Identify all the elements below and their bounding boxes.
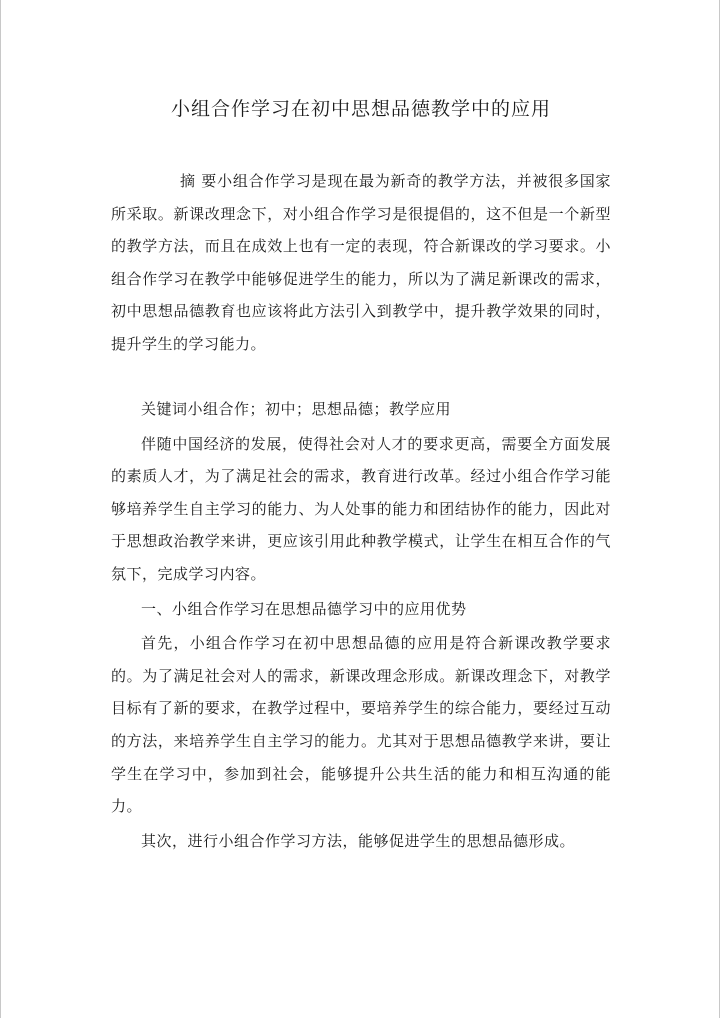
main-body bbox=[111, 393, 611, 857]
abstract-paragraph: 摘 要小组合作学习是现在最为新奇的教学方法，并被很多国家所采取。新课改理念下，对小组合作学习是很提倡的，这不但是一个新型的教学方法，而且在成效上也有一定的表现，符合新课改的学习要求。小组合作学习在教学中能够促进学生的能力，所以为了满足新课改的需求，初中思想品德教育也应该将此方法引入到教学中，提升教学效果的同时，提升学生的学习能力。 bbox=[111, 172, 611, 353]
document-title: 小组合作学习在初中思想品德教学中的应用 bbox=[170, 98, 551, 120]
body-paragraph: 首先，小组合作学习在初中思想品德的应用是符合新课改教学要求的。为了满足社会对人的需求，新课改理念形成。新课改理念下，对教学目标有了新的要求，在教学过程中，要培养学生的综合能力，要经过互动的方法，来培养学生自主学习的能力。尤其对于思想品德教学来讲，要让学生在学习中，参加到社会，能够提升公共生活的能力和相互沟通的能力。 bbox=[111, 634, 611, 816]
section-heading: 一、小组合作学习在思想品德学习中的应用优势 bbox=[141, 599, 467, 618]
intro-paragraph: 伴随中国经济的发展，使得社会对人才的要求更高，需要全方面发展的素质人才，为了满足社会的需求，教育进行改革。经过小组合作学习能够培养学生自主学习的能力、为人处事的能力和团结协作的能力，因此对于思想政治教学来讲，更应该引用此种教学模式，让学生在相互合作的气氛下，完成学习内容。 bbox=[111, 434, 611, 583]
abstract-block bbox=[111, 165, 611, 361]
keywords-line: 关键词小组合作；初中；思想品德；教学应用 bbox=[141, 400, 452, 418]
body-paragraph: 其次，进行小组合作学习方法，能够促进学生的思想品德形成。 bbox=[141, 831, 576, 850]
